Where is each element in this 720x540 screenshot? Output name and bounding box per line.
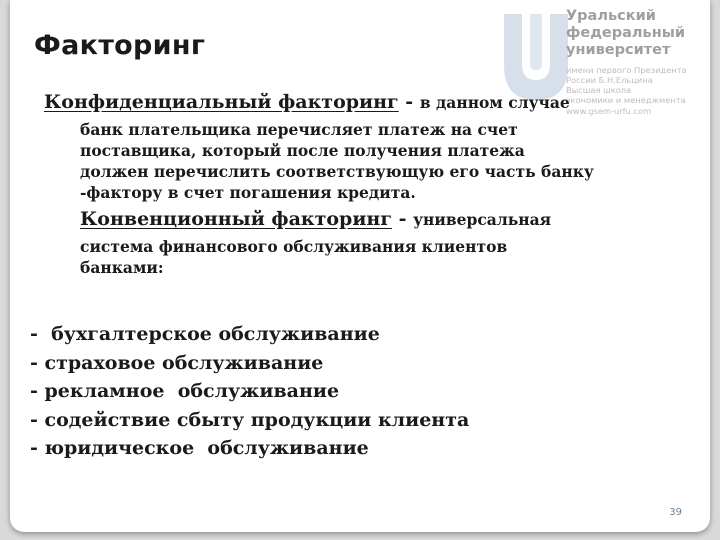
paragraph-1-heading [44, 90, 710, 115]
logo-line-2: федеральный [566, 25, 686, 41]
slide-body [44, 90, 710, 278]
paragraph-1-lead: в данном случае [419, 93, 570, 112]
term-dash: - [398, 91, 420, 113]
paragraph-1-line: банк плательщика перечисляет платеж на счет [80, 120, 518, 139]
paragraph-1-line: должен перечислить соответствующую его часть банку [80, 162, 594, 181]
logo-subline-2: России Б.Н.Ельцина [566, 75, 653, 85]
paragraph-1-line: -фактору в счет погашения кредита. [80, 183, 416, 202]
term-confidential-factoring: Конфиденциальный факторинг [44, 91, 399, 113]
list-item: - рекламное обслуживание [30, 380, 340, 402]
term-dash: - [391, 208, 414, 230]
logo-line-1: Уральский [566, 8, 656, 24]
paragraph-2-body [44, 236, 710, 278]
list-item: - юридическое обслуживание [30, 437, 369, 459]
logo-website: www.gsem-urfu.com [566, 106, 652, 116]
term-conventional-factoring: Конвенционный факторинг [80, 208, 392, 230]
logo-line-3: университет [566, 42, 671, 58]
paragraph-1-body [44, 119, 710, 203]
page-number: 39 [669, 507, 682, 518]
logo-subline-3: Высшая школа [566, 85, 632, 95]
logo-subline-4: экономики и менеджмента [566, 95, 686, 105]
list-item: - страховое обслуживание [30, 351, 324, 374]
paragraph-2-line: система финансового обслуживания клиентов [80, 237, 508, 256]
services-list [30, 320, 700, 463]
list-item: - содействие сбыту продукции клиента [30, 408, 470, 431]
list-item: - бухгалтерское обслуживание [30, 323, 380, 345]
paragraph-1-line: поставщика, который после получения платежа [80, 141, 525, 160]
slide [10, 0, 710, 532]
paragraph-2-lead: универсальная [413, 210, 552, 229]
logo-subline-1: имени первого Президента [566, 65, 687, 75]
paragraph-2-heading [44, 207, 710, 232]
paragraph-2-line: банками: [80, 258, 164, 277]
slide-title: Факторинг [34, 30, 206, 61]
